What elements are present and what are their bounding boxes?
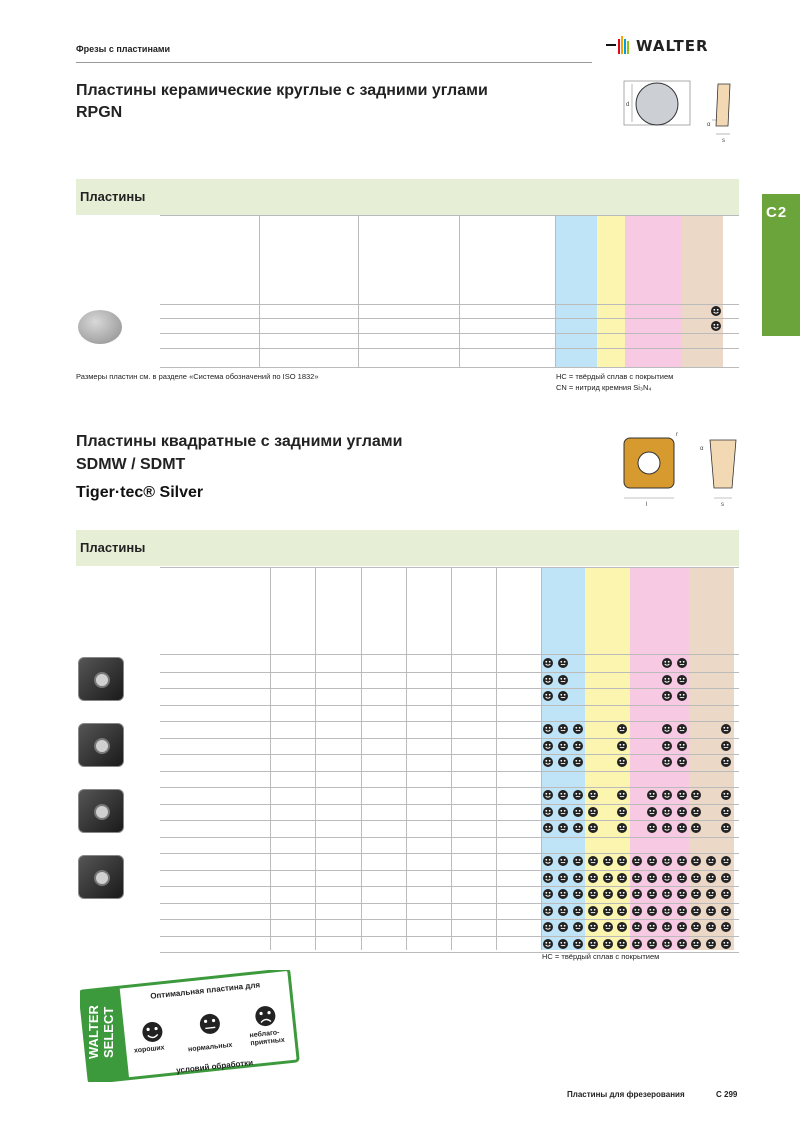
select-brand-walter: WALTER [86,1005,101,1059]
normal-conditions-icon [691,939,701,949]
row-line [160,318,739,319]
row-line [160,348,739,349]
row-line [160,738,739,739]
good-conditions-icon [662,856,672,866]
footer-page: C 299 [716,1090,738,1099]
good-conditions-icon [543,741,553,751]
normal-conditions-icon [691,790,701,800]
normal-conditions-icon [617,790,627,800]
sdmt-insert-image [78,789,124,833]
row-line [160,567,739,568]
normal-conditions-icon [721,724,731,734]
sdmt-insert-image [78,723,124,767]
hc-note: HC = твёрдый сплав с покрытием [556,372,674,381]
normal-conditions-icon [588,807,598,817]
normal-conditions-icon [558,922,568,932]
row-line [160,903,739,904]
svg-text:r: r [676,432,678,438]
svg-text:l: l [646,502,648,508]
normal-conditions-icon [647,873,657,883]
walter-select-badge [80,970,300,1082]
normal-conditions-icon [573,724,583,734]
normal-conditions-icon [558,757,568,767]
good-conditions-icon [543,889,553,899]
normal-conditions-icon [721,741,731,751]
normal-conditions-icon [647,807,657,817]
select-bad: неблаго-приятных [249,1029,286,1048]
normal-conditions-icon [558,807,568,817]
good-conditions-icon [543,757,553,767]
svg-text:α: α [700,446,704,452]
svg-text:s: s [722,138,725,144]
normal-conditions-icon [588,922,598,932]
grade-col-bg [611,215,625,367]
good-conditions-icon [662,807,672,817]
normal-conditions-icon [677,790,687,800]
col-line [270,567,271,950]
row-line [160,820,739,821]
row-line [160,837,739,838]
normal-conditions-icon [647,939,657,949]
normal-conditions-icon [603,856,613,866]
normal-conditions-icon [558,823,568,833]
grade-col-bg [653,215,667,367]
section2-product-line: Tiger·tec® Silver [76,484,204,501]
section2-band: Пластины [76,530,739,566]
normal-conditions-icon [677,939,687,949]
sdmt-insert-image [78,657,124,701]
good-conditions-icon [662,691,672,701]
cn-note: CN = нитрид кремния Si₃N₄ [556,383,652,392]
grade-col-bg [639,215,653,367]
good-conditions-icon [662,741,672,751]
normal-conditions-icon [677,922,687,932]
grade-col-bg [625,215,639,367]
normal-conditions-icon [677,691,687,701]
select-footer: условий обработки [175,1057,254,1076]
normal-conditions-icon [573,741,583,751]
row-line [160,304,739,305]
good-conditions-icon [543,807,553,817]
section2-title: Пластины квадратные с задними углами [76,433,403,450]
grade-col-bg [709,215,723,367]
insert-hole-icon [94,672,110,688]
section1-title: Пластины керамические круглые с задними углами [76,82,488,99]
col-line [555,215,556,367]
normal-conditions-icon [691,889,701,899]
normal-conditions-icon [632,873,642,883]
rpgn-insert-image [78,310,122,344]
normal-conditions-icon [721,873,731,883]
rpgn-table [76,215,739,367]
normal-conditions-icon [691,856,701,866]
normal-conditions-icon [558,906,568,916]
good-conditions-icon [543,724,553,734]
normal-conditions-icon [603,939,613,949]
good-conditions-icon [543,823,553,833]
col-line [541,567,542,950]
row-line [160,672,739,673]
grade-col-bg [569,215,583,367]
good-conditions-icon [662,939,672,949]
insert-hole-icon [94,804,110,820]
sdmt-insert-image [78,855,124,899]
normal-conditions-icon [617,939,627,949]
normal-conditions-icon [706,939,716,949]
normal-conditions-icon [721,823,731,833]
svg-text:s: s [721,502,724,508]
section1-note: Размеры пластин см. в разделе «Система обозначений по ISO 1832» [76,372,319,381]
normal-conditions-icon [691,922,701,932]
normal-conditions-icon [588,906,598,916]
good-conditions-icon [662,658,672,668]
row-line [160,870,739,871]
row-line [160,804,739,805]
normal-conditions-icon [721,757,731,767]
normal-conditions-icon [721,906,731,916]
normal-conditions-icon [677,724,687,734]
normal-conditions-icon [647,790,657,800]
select-title: Оптимальная пластина для [149,980,261,1001]
good-conditions-icon [711,321,721,331]
normal-conditions-icon [617,922,627,932]
header-divider [76,62,592,63]
normal-conditions-icon [706,889,716,899]
row-line [160,771,739,772]
normal-conditions-icon [677,856,687,866]
normal-conditions-icon [573,922,583,932]
svg-text:d: d [626,102,630,108]
normal-conditions-icon [632,889,642,899]
normal-conditions-icon [647,906,657,916]
normal-conditions-icon [588,790,598,800]
col-line [459,215,460,367]
grade-col-bg [597,215,611,367]
normal-conditions-icon [632,856,642,866]
edges-header [331,573,351,647]
insert-hole-icon [94,870,110,886]
normal-conditions-icon [677,658,687,668]
normal-conditions-icon [691,906,701,916]
normal-conditions-icon [721,807,731,817]
normal-conditions-icon [617,757,627,767]
normal-conditions-icon [603,873,613,883]
normal-conditions-icon [617,873,627,883]
normal-conditions-icon [603,922,613,932]
row-line [160,721,739,722]
footer-section: Пластины для фрезерования [567,1090,685,1099]
normal-conditions-icon [588,889,598,899]
normal-conditions-icon [588,823,598,833]
good-conditions-icon [543,873,553,883]
brand-name: WALTER [636,37,709,55]
row-line [160,654,739,655]
section-tab: C2 [762,194,800,336]
row-line [160,787,739,788]
row-line [160,367,739,368]
rpgn-drawing [614,78,744,144]
normal-conditions-icon [617,823,627,833]
normal-conditions-icon [573,790,583,800]
normal-conditions-icon [691,873,701,883]
good-conditions-icon [543,675,553,685]
good-conditions-icon [662,724,672,734]
normal-conditions-icon [647,856,657,866]
normal-conditions-icon [691,807,701,817]
col-line [496,567,497,950]
row-line [160,853,739,854]
normal-conditions-icon [558,939,568,949]
good-conditions-icon [662,889,672,899]
row-line [160,886,739,887]
good-conditions-icon [662,675,672,685]
normal-conditions-icon [691,823,701,833]
select-brand-select: SELECT [101,1006,116,1058]
normal-conditions-icon [632,939,642,949]
col-line [358,215,359,367]
row-line [160,754,739,755]
normal-conditions-icon [677,757,687,767]
normal-conditions-icon [677,823,687,833]
normal-conditions-icon [677,675,687,685]
good-conditions-icon [662,922,672,932]
normal-conditions-icon [573,856,583,866]
grade-col-bg [681,215,695,367]
normal-conditions-icon [706,856,716,866]
normal-conditions-icon [677,873,687,883]
svg-text:α: α [707,122,711,128]
normal-conditions-icon [721,939,731,949]
good-conditions-icon [543,691,553,701]
normal-conditions-icon [573,939,583,949]
col-line [361,567,362,950]
sdmt-table [76,567,739,950]
normal-conditions-icon [721,856,731,866]
normal-conditions-icon [573,757,583,767]
normal-conditions-icon [558,873,568,883]
normal-conditions-icon [603,889,613,899]
row-line [160,688,739,689]
normal-conditions-icon [632,922,642,932]
normal-conditions-icon [558,658,568,668]
normal-conditions-icon [558,741,568,751]
good-conditions-icon [543,658,553,668]
normal-conditions-icon [558,856,568,866]
normal-conditions-icon [558,724,568,734]
grade-col-bg [583,215,597,367]
normal-conditions-icon [573,873,583,883]
normal-conditions-icon [647,922,657,932]
normal-conditions-icon [617,741,627,751]
normal-conditions-icon [721,790,731,800]
section2-subtitle: SDMW / SDMT [76,456,186,473]
col-line [406,567,407,950]
row-line [160,936,739,937]
normal-conditions-icon [558,889,568,899]
grade-col-bg [667,215,681,367]
normal-conditions-icon [617,807,627,817]
col-line [451,567,452,950]
normal-conditions-icon [588,939,598,949]
good-conditions-icon [662,757,672,767]
normal-conditions-icon [677,741,687,751]
normal-conditions-icon [677,807,687,817]
normal-conditions-icon [706,922,716,932]
good-conditions-icon [662,873,672,883]
grade-col-bg [555,215,569,367]
row-line [160,333,739,334]
col-line [315,567,316,950]
good-conditions-icon [711,306,721,316]
normal-conditions-icon [617,724,627,734]
sdmt-drawing [614,428,744,510]
insert-hole-icon [94,738,110,754]
select-good: хороших [133,1044,165,1055]
section1-band: Пластины [76,179,739,215]
row-line [160,705,739,706]
select-normal: нормальных [187,1041,233,1054]
normal-conditions-icon [721,922,731,932]
good-conditions-icon [662,790,672,800]
good-conditions-icon [543,790,553,800]
normal-conditions-icon [573,807,583,817]
normal-conditions-icon [706,906,716,916]
normal-conditions-icon [558,691,568,701]
normal-conditions-icon [647,889,657,899]
good-conditions-icon [543,922,553,932]
normal-conditions-icon [632,906,642,916]
normal-conditions-icon [573,906,583,916]
normal-conditions-icon [617,889,627,899]
normal-conditions-icon [558,790,568,800]
row-line [160,215,739,216]
section-header: Фрезы с пластинами [76,44,171,54]
normal-conditions-icon [588,856,598,866]
good-conditions-icon [662,823,672,833]
normal-conditions-icon [677,889,687,899]
good-conditions-icon [543,906,553,916]
normal-conditions-icon [617,856,627,866]
normal-conditions-icon [573,889,583,899]
row-line [160,919,739,920]
good-conditions-icon [662,906,672,916]
normal-conditions-icon [573,823,583,833]
normal-conditions-icon [588,873,598,883]
normal-conditions-icon [706,873,716,883]
normal-conditions-icon [721,889,731,899]
good-conditions-icon [543,939,553,949]
normal-conditions-icon [558,675,568,685]
good-conditions-icon [543,856,553,866]
grade-col-bg [695,215,709,367]
section1-subtitle: RPGN [76,104,123,121]
section2-hc-note: HC = твёрдый сплав с покрытием [542,952,660,961]
normal-conditions-icon [603,906,613,916]
normal-conditions-icon [677,906,687,916]
normal-conditions-icon [647,823,657,833]
walter-logo [606,36,742,58]
normal-conditions-icon [617,906,627,916]
col-line [259,215,260,367]
